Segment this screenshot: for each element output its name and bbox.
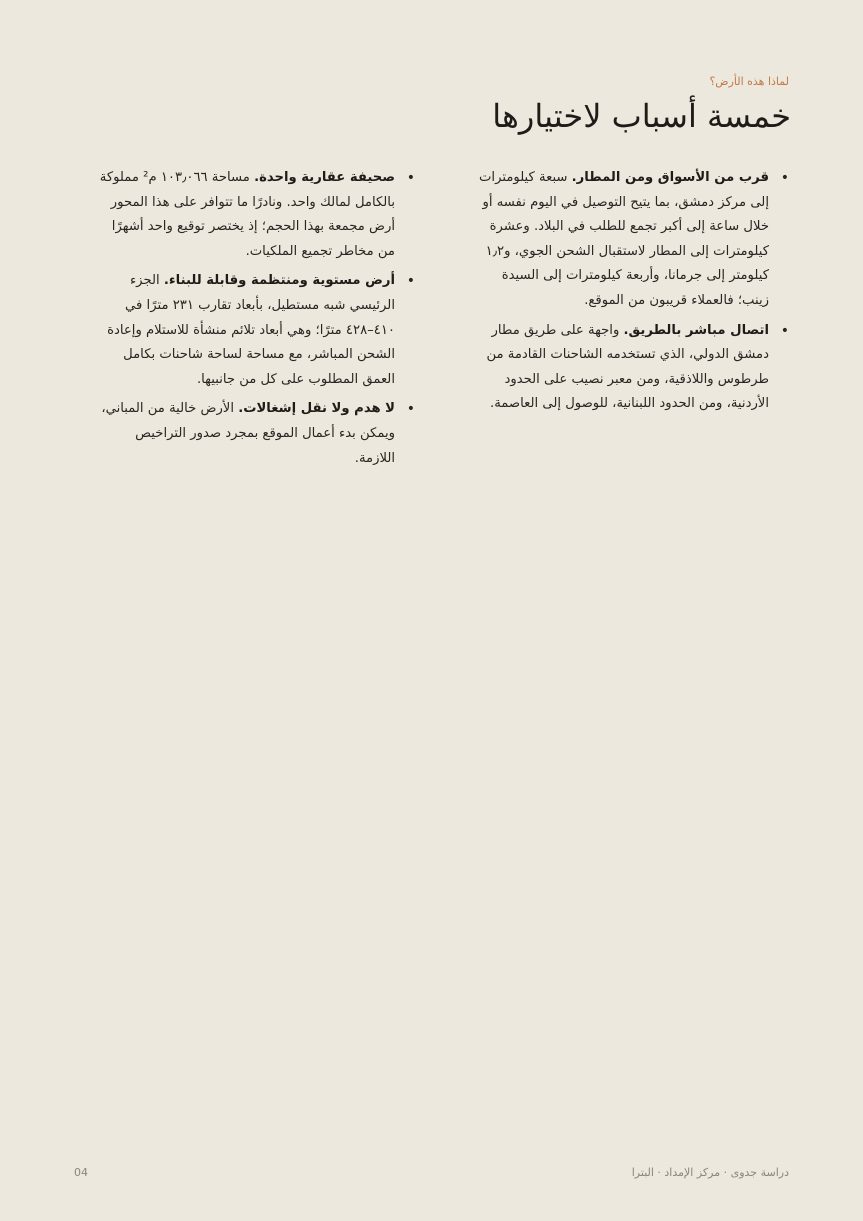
reason-title: لا هدم ولا نقل إشغالات.: [238, 401, 395, 417]
reasons-list-left: [95, 166, 415, 476]
reason-text: واجهة على طريق مطار دمشق الدولي، الذي تستخدمه الشاحنات القادمة من طرطوس واللاذقية، ومن معبر نصيب على الحدود الأردنية، ومن الحدود اللبنانية، للوصول إلى العاصمة.: [486, 322, 769, 412]
reasons-list-right: [469, 166, 789, 422]
reason-text: الأرض خالية من المباني، ويمكن بدء أعمال الموقع بمجرد صدور التراخيص اللازمة.: [101, 401, 395, 466]
reason-text: مساحة ١٠٣٫٠٦٦ م² مملوكة بالكامل لمالك واحد. ونادرًا ما تتوافر على هذا المحور أرض مجمعة بهذا الحجم؛ إذ يختصر توقيع واحد أشهرًا من مخاطر تجميع الملكيات.: [99, 170, 395, 259]
footer-document-title: دراسة جدوى · مركز الإمداد · البترا: [631, 1166, 789, 1179]
bullet-icon: •: [780, 170, 789, 186]
reason-item: [95, 269, 415, 392]
page-number: 04: [74, 1166, 88, 1179]
reason-title: اتصال مباشر بالطريق.: [623, 322, 769, 338]
reason-item: [469, 166, 789, 314]
reason-title: قرب من الأسواق ومن المطار.: [571, 170, 769, 185]
bullet-icon: •: [406, 273, 415, 290]
section-eyebrow: لماذا هذه الأرض؟: [709, 75, 789, 88]
reason-title: صحيفة عقارية واحدة.: [254, 170, 395, 185]
bullet-icon: •: [406, 170, 415, 186]
reason-item: [95, 166, 415, 264]
reason-item: [469, 319, 789, 417]
bullet-icon: •: [406, 401, 415, 418]
page-title: خمسة أسباب لاختيارها: [492, 97, 791, 135]
reason-title: أرض مستوية ومنتظمة وقابلة للبناء.: [163, 273, 395, 289]
reason-text: الجزء الرئيسي شبه مستطيل، بأبعاد تقارب ٢٣١ مترًا في ٤١٠–٤٢٨ مترًا؛ وهي أبعاد تلائم منشأة للاستلام وإعادة الشحن المباشر، مع مساحة لساحة شاحنات بكامل العمق المطلوب على كل من جانبيها.: [107, 273, 395, 387]
reason-item: [95, 397, 415, 471]
bullet-icon: •: [780, 322, 789, 339]
reason-text: سبعة كيلومترات إلى مركز دمشق، بما يتيح التوصيل في اليوم نفسه أو خلال ساعة إلى أكبر تجمع للطلب في البلاد. وعشرة كيلومترات إلى المطار لاستقبال الشحن الجوي، و١٫٢ كيلومتر إلى جرمانا، وأربعة كيلومترات إلى السيدة زينب؛ فالعملاء قريبون من الموقع.: [478, 170, 769, 308]
